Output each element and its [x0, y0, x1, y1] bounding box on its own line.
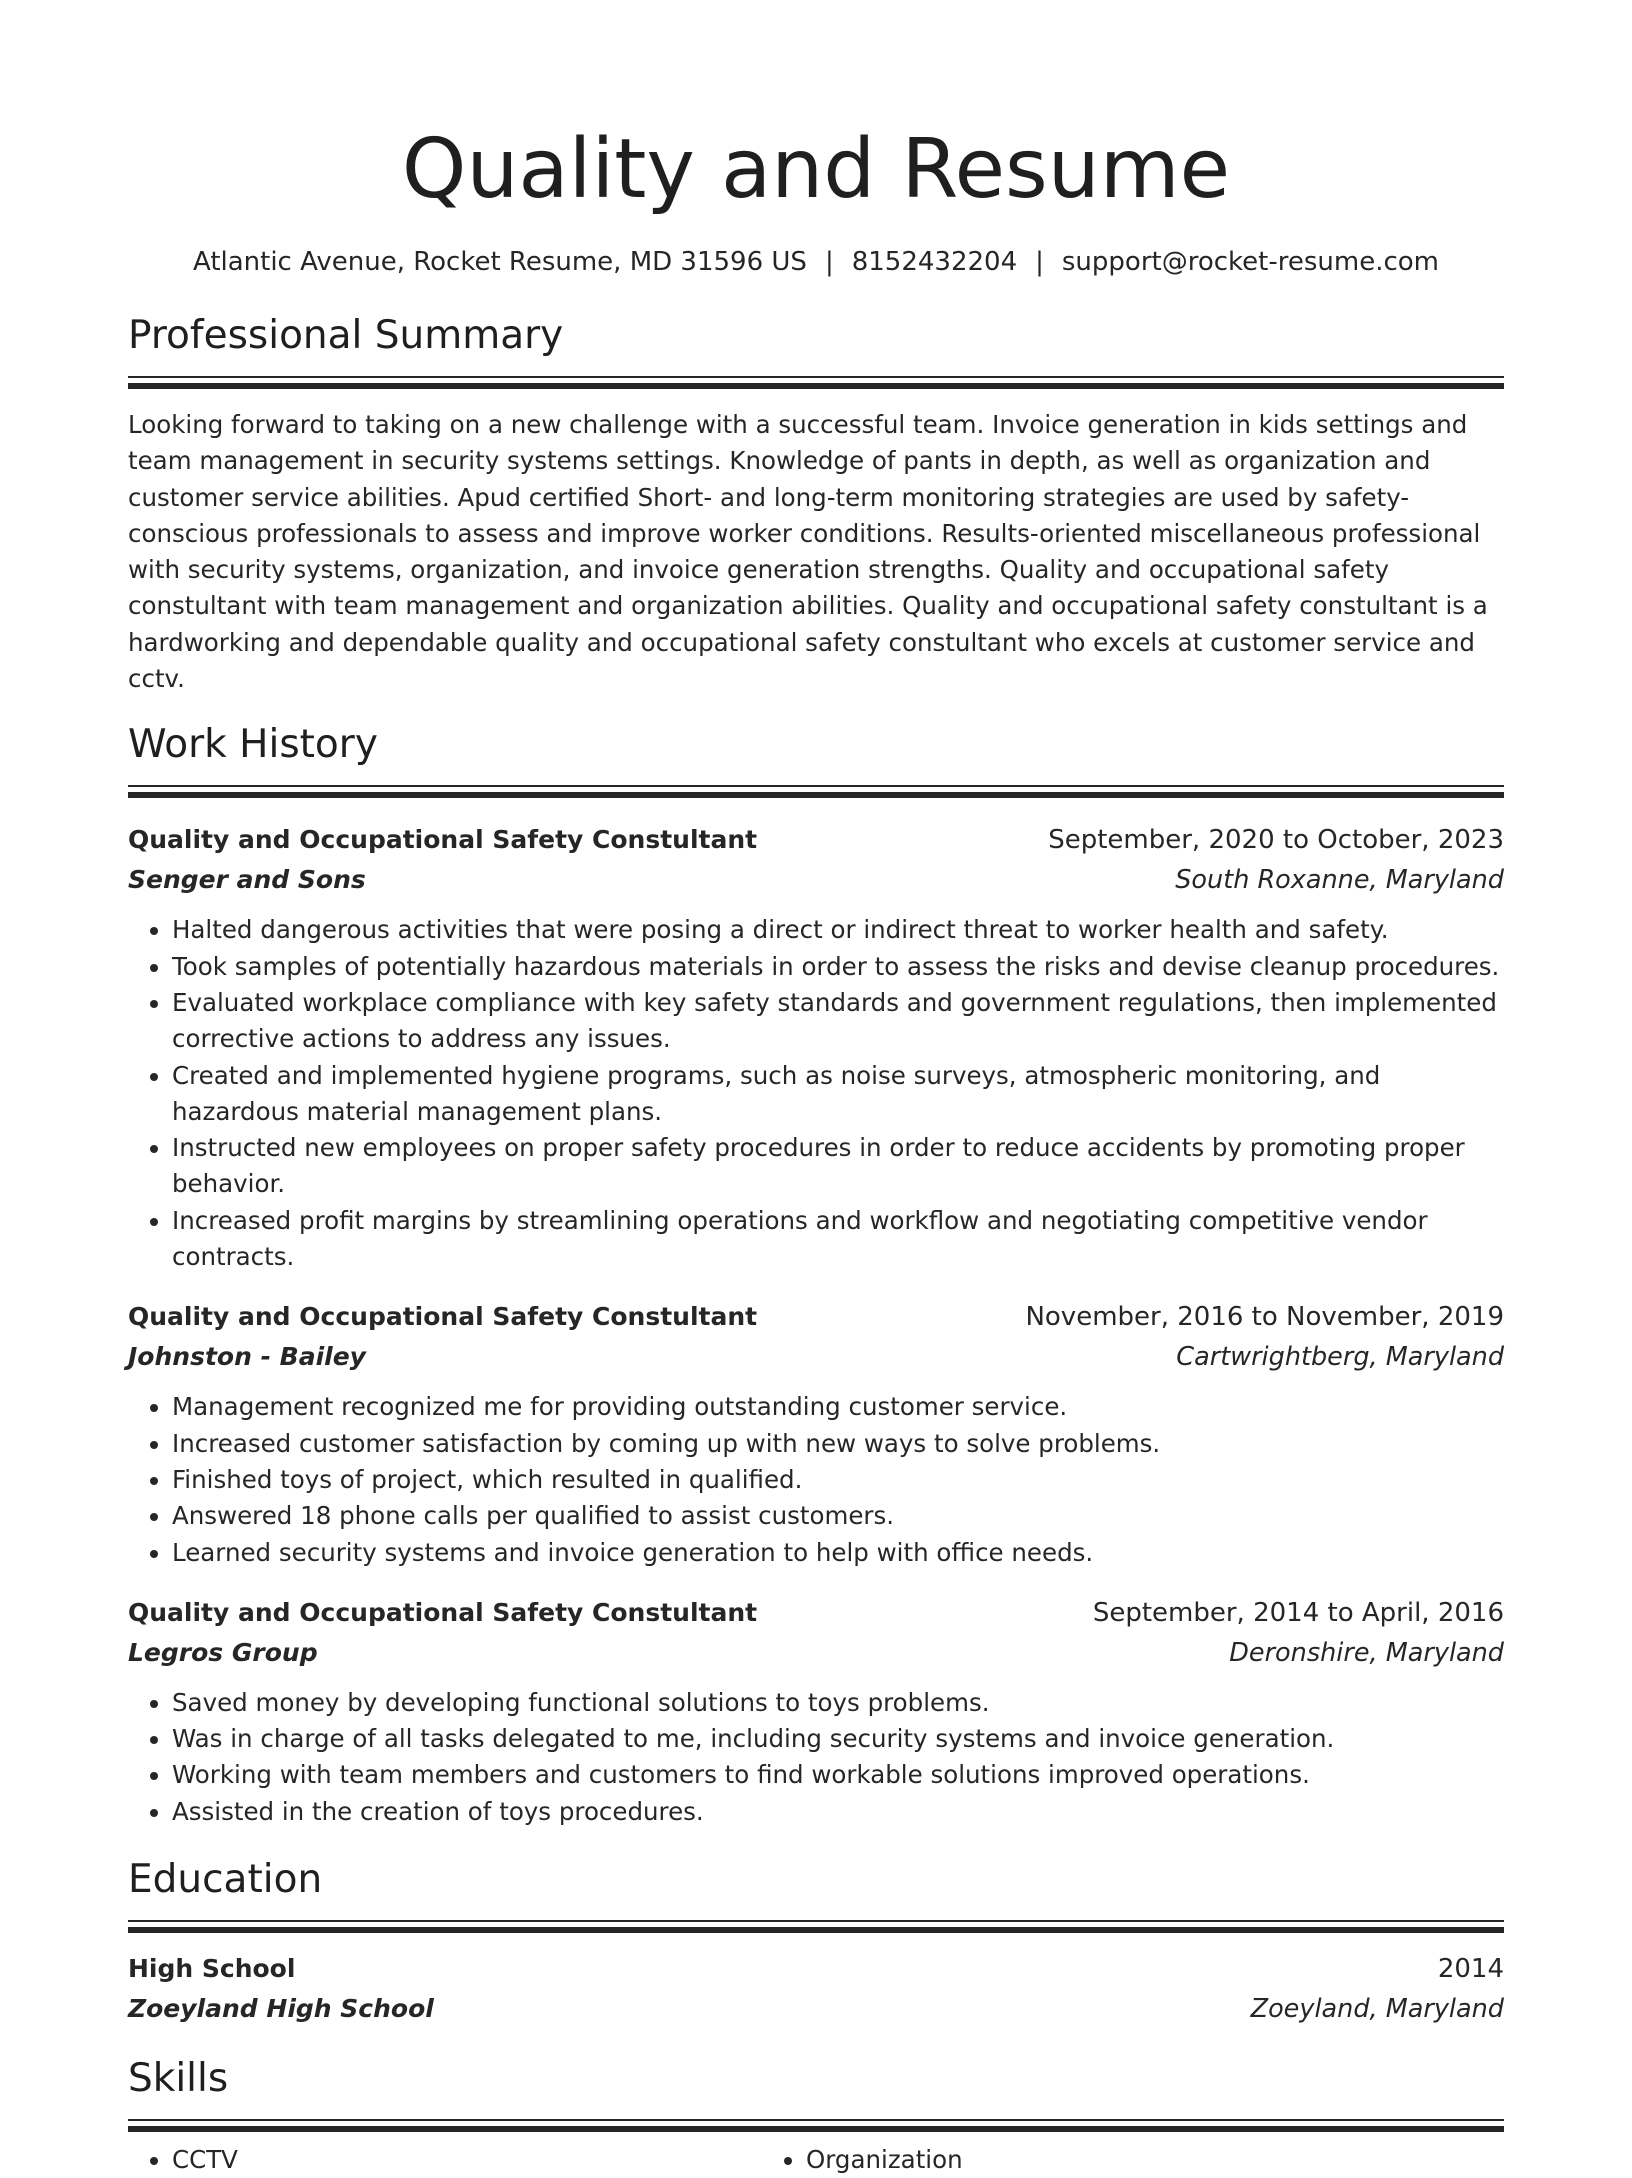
- skills-column-left: [128, 2142, 762, 2178]
- job-bullets: [128, 1389, 1504, 1570]
- skills-column-right: [762, 2142, 1396, 2178]
- skills-list: [128, 2142, 1504, 2178]
- education-school: Zoeyland High School: [128, 1994, 434, 2024]
- contact-address: Atlantic Avenue, Rocket Resume, MD 31596 US: [192, 247, 807, 277]
- section-title: Work History: [128, 722, 378, 768]
- job-company: Johnston - Bailey: [128, 1342, 366, 1372]
- list-item: • Saved money by developing functional solutions to toys problems.: [172, 1685, 1504, 1721]
- job-entry: [128, 1297, 1504, 1570]
- contact-separator: |: [1035, 247, 1044, 277]
- summary-section: [128, 312, 1504, 697]
- skills-section: [128, 2055, 1504, 2178]
- education-year: 2014: [1437, 1954, 1504, 1985]
- section-title: Education: [128, 1857, 323, 1903]
- job-dates: September, 2020 to October, 2023: [1048, 825, 1504, 856]
- section-title: Professional Summary: [128, 313, 564, 358]
- list-item: • Increased customer satisfaction by coming up with new ways to solve problems.: [172, 1426, 1504, 1462]
- contact-email: support@rocket-resume.com: [1061, 247, 1439, 277]
- section-divider: [128, 376, 1504, 389]
- job-location: South Roxanne, Maryland: [1175, 865, 1504, 896]
- job-company: Senger and Sons: [128, 865, 366, 895]
- skill-item: • Organization: [806, 2142, 1396, 2178]
- section-divider: [128, 1920, 1504, 1933]
- job-company: Legros Group: [128, 1637, 318, 1667]
- job-location: Deronshire, Maryland: [1229, 1637, 1504, 1668]
- work-section: [128, 721, 1504, 1830]
- list-item: • Instructed new employees on proper safety procedures in order to reduce accidents by promoting proper behavior.: [172, 1130, 1504, 1203]
- list-item: • Evaluated workplace compliance with key safety standards and government regulations, then implemented corrective actions to address any issues.: [172, 985, 1504, 1058]
- list-item: • Increased profit margins by streamlining operations and workflow and negotiating competitive vendor contracts.: [172, 1203, 1504, 1276]
- job-dates: September, 2014 to April, 2016: [1092, 1597, 1504, 1628]
- education-location: Zoeyland, Maryland: [1250, 1994, 1504, 2025]
- section-divider: [128, 785, 1504, 798]
- list-item: • Answered 18 phone calls per qualified to assist customers.: [172, 1498, 1504, 1534]
- list-item: • Finished toys of project, which resulted in qualified.: [172, 1462, 1504, 1498]
- job-bullets: [128, 912, 1504, 1275]
- education-entry: [128, 1949, 1504, 2029]
- education-section: [128, 1856, 1504, 2029]
- list-item: • Was in charge of all tasks delegated to me, including security systems and invoice generation.: [172, 1721, 1504, 1757]
- list-item: • Took samples of potentially hazardous materials in order to assess the risks and devise cleanup procedures.: [172, 949, 1504, 985]
- list-item: • Halted dangerous activities that were posing a direct or indirect threat to worker health and safety.: [172, 912, 1504, 948]
- job-title: Quality and Occupational Safety Constultant: [128, 825, 758, 855]
- education-degree: High School: [128, 1954, 296, 1984]
- job-title: Quality and Occupational Safety Constultant: [128, 1597, 758, 1627]
- list-item: • Assisted in the creation of toys procedures.: [172, 1794, 1504, 1830]
- resume-name: Quality and Resume: [401, 122, 1231, 217]
- job-entry: [128, 820, 1504, 1275]
- job-entry: [128, 1593, 1504, 1830]
- list-item: • Management recognized me for providing outstanding customer service.: [172, 1389, 1504, 1425]
- section-title: Skills: [128, 2056, 229, 2102]
- section-divider: [128, 2119, 1504, 2132]
- summary-text: Looking forward to taking on a new challenge with a successful team. Invoice generation in kids settings and team management in security systems settings. Knowledge of pants in depth, as well as organization and customer service abilities. Apud certified Short- and long-term monitoring strategies are used by safety-conscious professionals to assess and improve worker conditions. Results-oriented miscellaneous professional with security systems, organization, and invoice generation strengths. Quality and occupational safety constultant with team management and organization abilities. Quality and occupational safety constultant is a hardworking and dependable quality and occupational safety constultant who excels at customer service and cctv.: [128, 410, 1488, 694]
- job-location: Cartwrightberg, Maryland: [1176, 1342, 1504, 1373]
- job-title: Quality and Occupational Safety Constultant: [128, 1302, 758, 1332]
- list-item: • Working with team members and customers to find workable solutions improved operations.: [172, 1757, 1504, 1793]
- contact-separator: |: [824, 247, 834, 277]
- skill-item: • CCTV: [172, 2142, 762, 2178]
- list-item: • Created and implemented hygiene programs, such as noise surveys, atmospheric monitoring, and hazardous material management plans.: [172, 1058, 1504, 1131]
- list-item: • Learned security systems and invoice generation to help with office needs.: [172, 1535, 1504, 1571]
- job-dates: November, 2016 to November, 2019: [1025, 1302, 1504, 1333]
- job-bullets: [128, 1685, 1504, 1830]
- contact-phone: 8152432204: [851, 247, 1018, 277]
- contact-line: [128, 244, 1504, 280]
